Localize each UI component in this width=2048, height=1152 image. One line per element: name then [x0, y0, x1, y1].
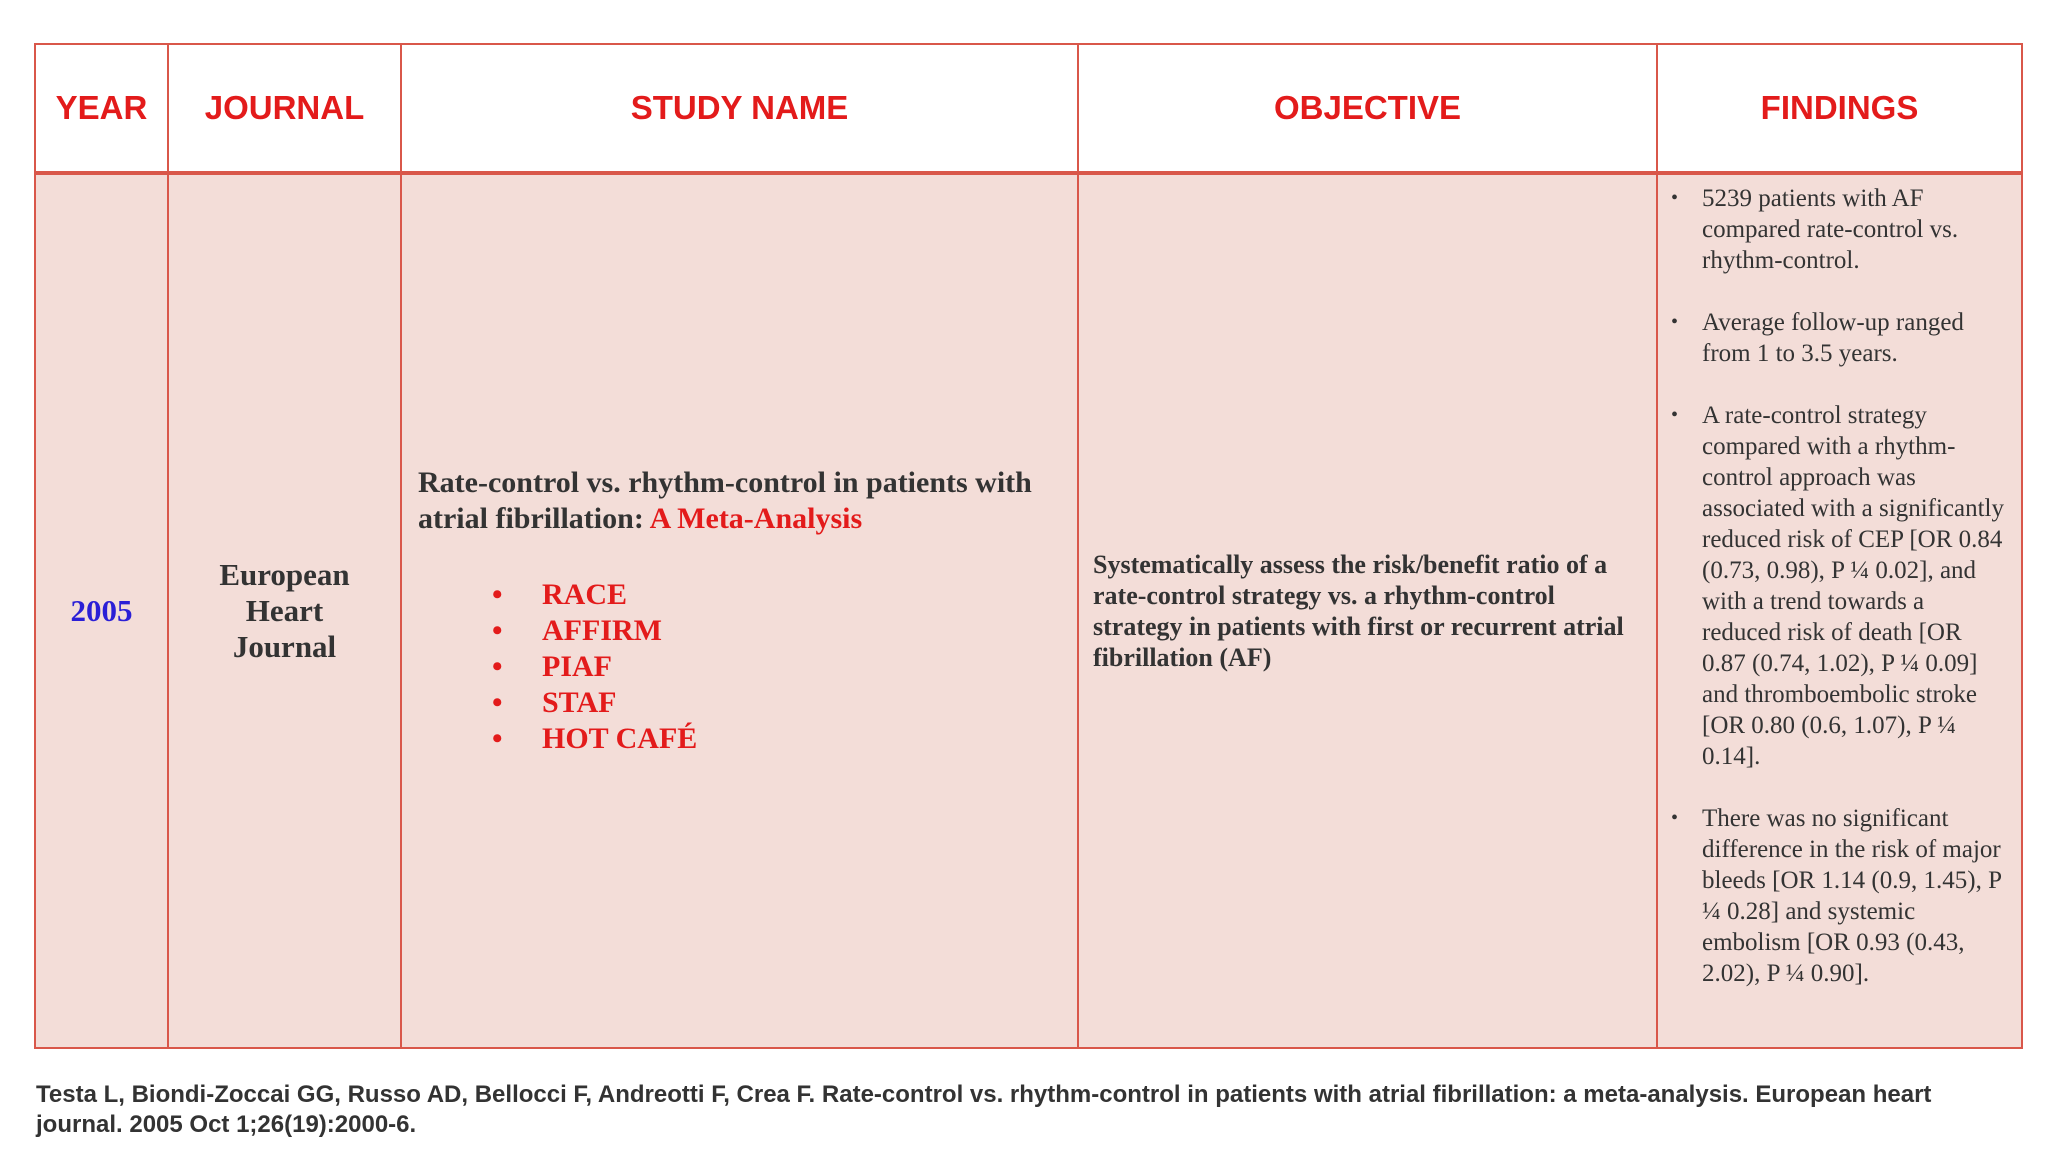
findings-cell	[1657, 173, 2022, 1048]
bullet-icon: •	[1671, 404, 1679, 426]
objective-text: Systematically assess the risk/benefit ratio of a rate-control strategy vs. a rhythm-control strategy in patients with first or recurrent atrial fibrillation (AF)	[1093, 550, 1624, 672]
list-item	[492, 685, 1063, 721]
table-header-row	[35, 44, 2022, 173]
findings-list	[1668, 183, 2007, 989]
finding-text: 5239 patients with AF compared rate-control vs. rhythm-control.	[1702, 185, 1959, 274]
study-table	[34, 43, 2023, 1049]
header-study-name: STUDY NAME	[401, 44, 1078, 173]
list-item	[492, 613, 1063, 649]
trial-name: AFFIRM	[542, 614, 662, 647]
trial-name: HOT CAFÉ	[542, 722, 698, 755]
bullet-icon: •	[492, 722, 503, 755]
finding-text: There was no significant difference in the risk of major bleeds [OR 1.14 (0.9, 1.45), P ¼ 0.28] and systemic embolism [OR 0.93 (0.43, 2.02), P ¼ 0.90].	[1702, 805, 2002, 987]
bullet-icon: •	[1671, 187, 1679, 209]
finding-text: A rate-control strategy compared with a rhythm-control approach was associated with a significantly reduced risk of CEP [OR 0.84 (0.73, 0.98), P ¼ 0.02], and with a trend towards a reduced risk of death [OR 0.87 (0.74, 1.02), P ¼ 0.09] and thromboembolic stroke [OR 0.80 (0.6, 1.07), P ¼ 0.14].	[1702, 402, 2005, 770]
list-item	[1668, 400, 2007, 772]
year-cell: 2005	[35, 173, 168, 1048]
study-title	[418, 465, 1063, 537]
header-journal: JOURNAL	[168, 44, 401, 173]
journal-name: European Heart Journal	[219, 557, 350, 664]
list-item	[1668, 803, 2007, 989]
header-objective: OBJECTIVE	[1078, 44, 1657, 173]
bullet-icon: •	[492, 686, 503, 719]
bullet-icon: •	[492, 614, 503, 647]
journal-cell	[168, 173, 401, 1048]
bullet-icon: •	[1671, 807, 1679, 829]
bullet-icon: •	[492, 650, 503, 683]
list-item	[492, 649, 1063, 685]
header-findings: FINDINGS	[1657, 44, 2022, 173]
trial-name: RACE	[542, 578, 628, 611]
list-item	[492, 721, 1063, 757]
list-item	[492, 577, 1063, 613]
bullet-icon: •	[492, 578, 503, 611]
bullet-icon: •	[1671, 311, 1679, 333]
trial-list	[416, 577, 1063, 757]
citation: Testa L, Biondi-Zoccai GG, Russo AD, Bellocci F, Andreotti F, Crea F. Rate-control vs. rhythm-control in patients with atrial fibrillation: a meta-analysis. European heart journal. 2005 Oct 1;26(19):2000-6.	[36, 1081, 1932, 1138]
list-item	[1668, 307, 2007, 369]
study-name-cell	[401, 173, 1078, 1048]
objective-cell	[1078, 173, 1657, 1048]
trial-name: STAF	[542, 686, 617, 719]
trial-name: PIAF	[542, 650, 612, 683]
table-row	[35, 173, 2022, 1048]
header-year: YEAR	[35, 44, 168, 173]
finding-text: Average follow-up ranged from 1 to 3.5 years.	[1702, 309, 1964, 367]
study-title-text: Rate-control vs. rhythm-control in patients with atrial fibrillation:	[418, 466, 1032, 535]
list-item	[1668, 183, 2007, 276]
study-title-highlight: A Meta-Analysis	[649, 502, 863, 535]
